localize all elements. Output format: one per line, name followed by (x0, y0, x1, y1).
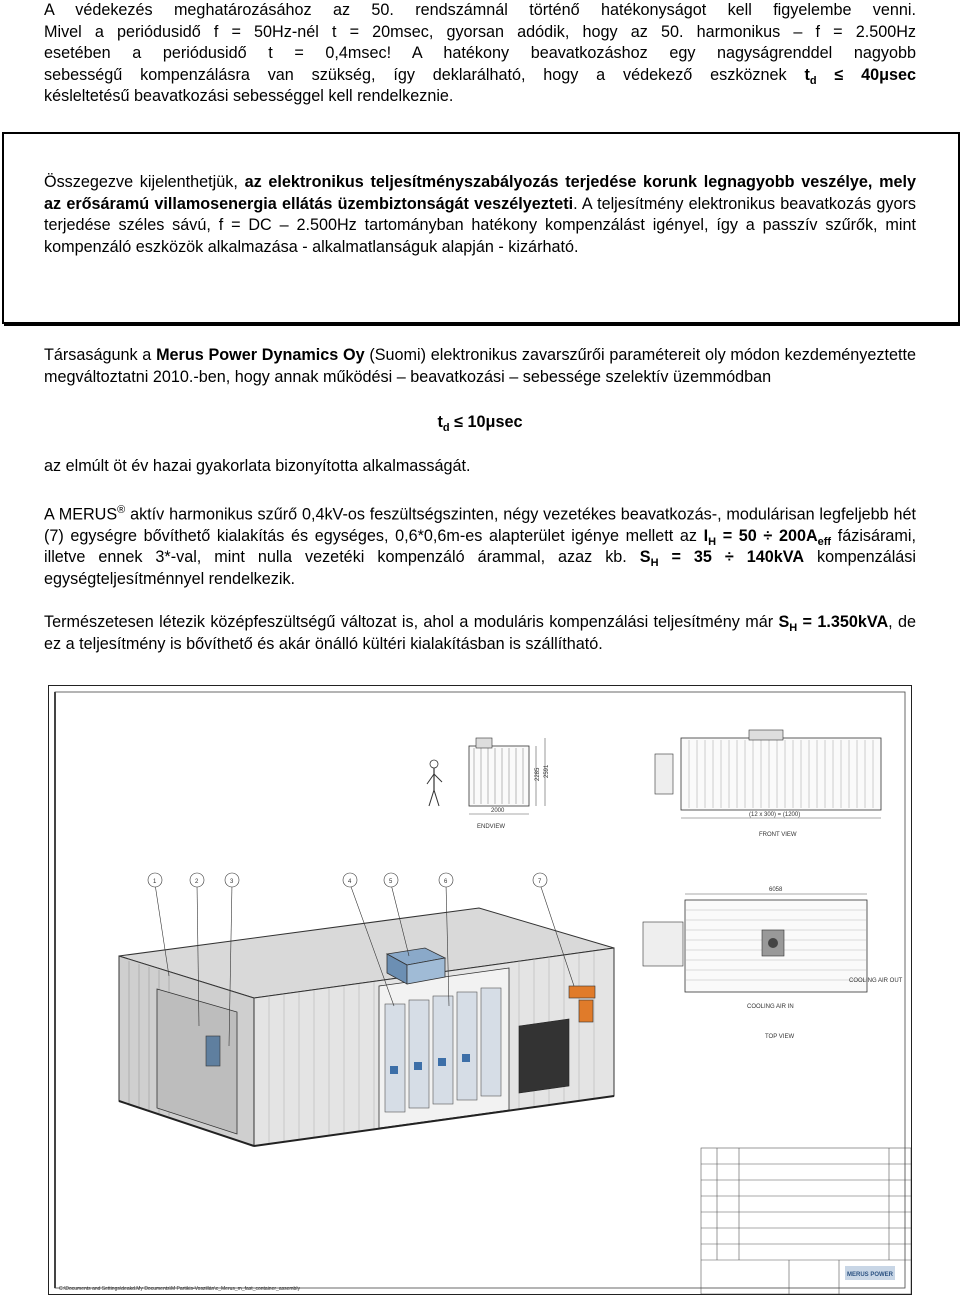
dim-2000-label: 2000 (491, 808, 505, 814)
formula-td: $t_d \le 10\mu\sec$ (437, 413, 523, 434)
intro-line-1: A védekezés meghatározásához az 50. rendszámnál történő hatékonyságot kell figyelembe venni. (44, 1, 916, 19)
callout-7: 7 (538, 879, 542, 885)
callout-6: 6 (444, 879, 448, 885)
summary-rest: . A teljesítmény elektronikus beavatkozás gyors terjedése széles sávú, f = DC – 2.500Hz tartományban hatékony kompenzálást igényel, így a passzív szűrők, mint kompenzáló eszközök alkalmazása - alkalmatlanságuk alapján - kizárható. (44, 194, 916, 256)
callout-5: 5 (389, 879, 393, 885)
top-view-label: TOP VIEW (765, 1034, 795, 1040)
container-drawing (48, 685, 912, 1295)
intro-line-4-text: sebességű kompenzálásra van szükség, így deklarálható, hogy a védekező eszköznek (44, 65, 805, 84)
front-view-drawing (655, 730, 881, 838)
end-view-label: ENDVIEW (477, 824, 506, 830)
intro-line-4 (44, 65, 916, 87)
container-isometric (119, 908, 614, 1146)
dim-2285-label: 2285 (535, 767, 541, 781)
top-view-drawing (643, 887, 903, 1040)
dim-6058-label: 6058 (769, 887, 783, 893)
dim-12x300-label: (12 x 300) = (1200) (749, 812, 801, 818)
drawing-footer-path: C:\Documents and Settings\deakd.My Documents\M Partikis-Voszillán\c_Merus_m_fast_container_assembly (59, 1286, 300, 1292)
merus-logo (845, 1266, 895, 1280)
company-paragraph: Társaságunk a Merus Power Dynamics Oy (Suomi) elektronikus zavarszűrői paramétereit oly módon kezdeményeztette megváltoztatni 2010.-ben, hogy annak működési – beavatkozási – sebessége szelektív üzemmódban (44, 346, 916, 386)
cooling-air-in-label: COOLING AIR IN (747, 1004, 794, 1010)
power-symbol: $S_H = 35 \div 140kVA$ (639, 548, 805, 570)
summary-intro: Összegezve kijelenthetjük, (44, 173, 245, 191)
front-view-label: FRONT VIEW (759, 832, 797, 838)
intro-line-3: esetében a periódusidő t = 0,4msec! A hatékony beavatkozáshoz egy nagyságrenddel nagyobb (44, 44, 916, 62)
merus-logo-text: MERUS POWER (847, 1272, 894, 1278)
mv-power-symbol: $S_H = 1.350kVA$ (778, 613, 889, 634)
dim-2591-label: 2591 (544, 764, 550, 778)
callout-3: 3 (230, 879, 234, 885)
summary-bold: az elektronikus teljesítményszabályozás terjedése korunk legnagyobb veszélye, mely az erősáramú villamosenergia ellátás üzembiztonságát veszélyezteti (44, 173, 916, 213)
summary-paragraph (44, 172, 916, 258)
current-symbol: $I_H = 50 \div 200A_{eff}$ (703, 526, 832, 548)
registered-mark: ® (117, 504, 126, 516)
intro-line-2: Mivel a periódusidő f = 50Hz-nél t = 20msec, gyorsan adódik, hogy az 50. harmonikus – f = 2.500Hz (44, 22, 916, 41)
intro-line-5: késleltetésű beavatkozási sebességgel kell rendelkeznie. (44, 87, 454, 105)
practice-paragraph: az elmúlt öt év hazai gyakorlata bizonyította alkalmasságát. (44, 457, 471, 475)
callout-4: 4 (348, 879, 352, 885)
container-drawing-svg (49, 686, 911, 1294)
callout-2: 2 (195, 879, 199, 885)
cooling-air-out-label: COOLING AIR OUT (849, 978, 903, 984)
callout-numbers (153, 879, 542, 885)
merus-paragraph: A MERUS® aktív harmonikus szűrő 0,4kV-os feszültségszinten, négy vezetékes beavatkozás-, modulárisan legfeljebb hét (7) egységre bővíthető kialakítás és egységes, 0,6*0,6m-es alapterület igénye mellett az $I_H = 50 \div 200A_{eff}$ fázisárami, illetve ennek 3*-val, mint nulla vezetéki kompenzáló árammal, azaz kb. $S_H = 35 \div 140kVA$ kompenzálási egységteljesítménnyel rendelkezik. (44, 504, 916, 588)
company-name: Merus Power Dynamics Oy (156, 346, 365, 364)
mv-paragraph: Természetesen létezik középfeszültségű változat is, ahol a moduláris kompenzálási teljesítmény már $S_H = 1.350kVA$, de ez a teljesítmény is bővíthető és akár önálló kültéri kialakításban is szállítható. (44, 613, 916, 653)
intro-td-symbol: $t_d \le 40\mu\sec$ (804, 65, 917, 87)
callout-1: 1 (153, 879, 157, 885)
end-view-drawing (427, 738, 550, 830)
intro-paragraph (44, 0, 916, 108)
